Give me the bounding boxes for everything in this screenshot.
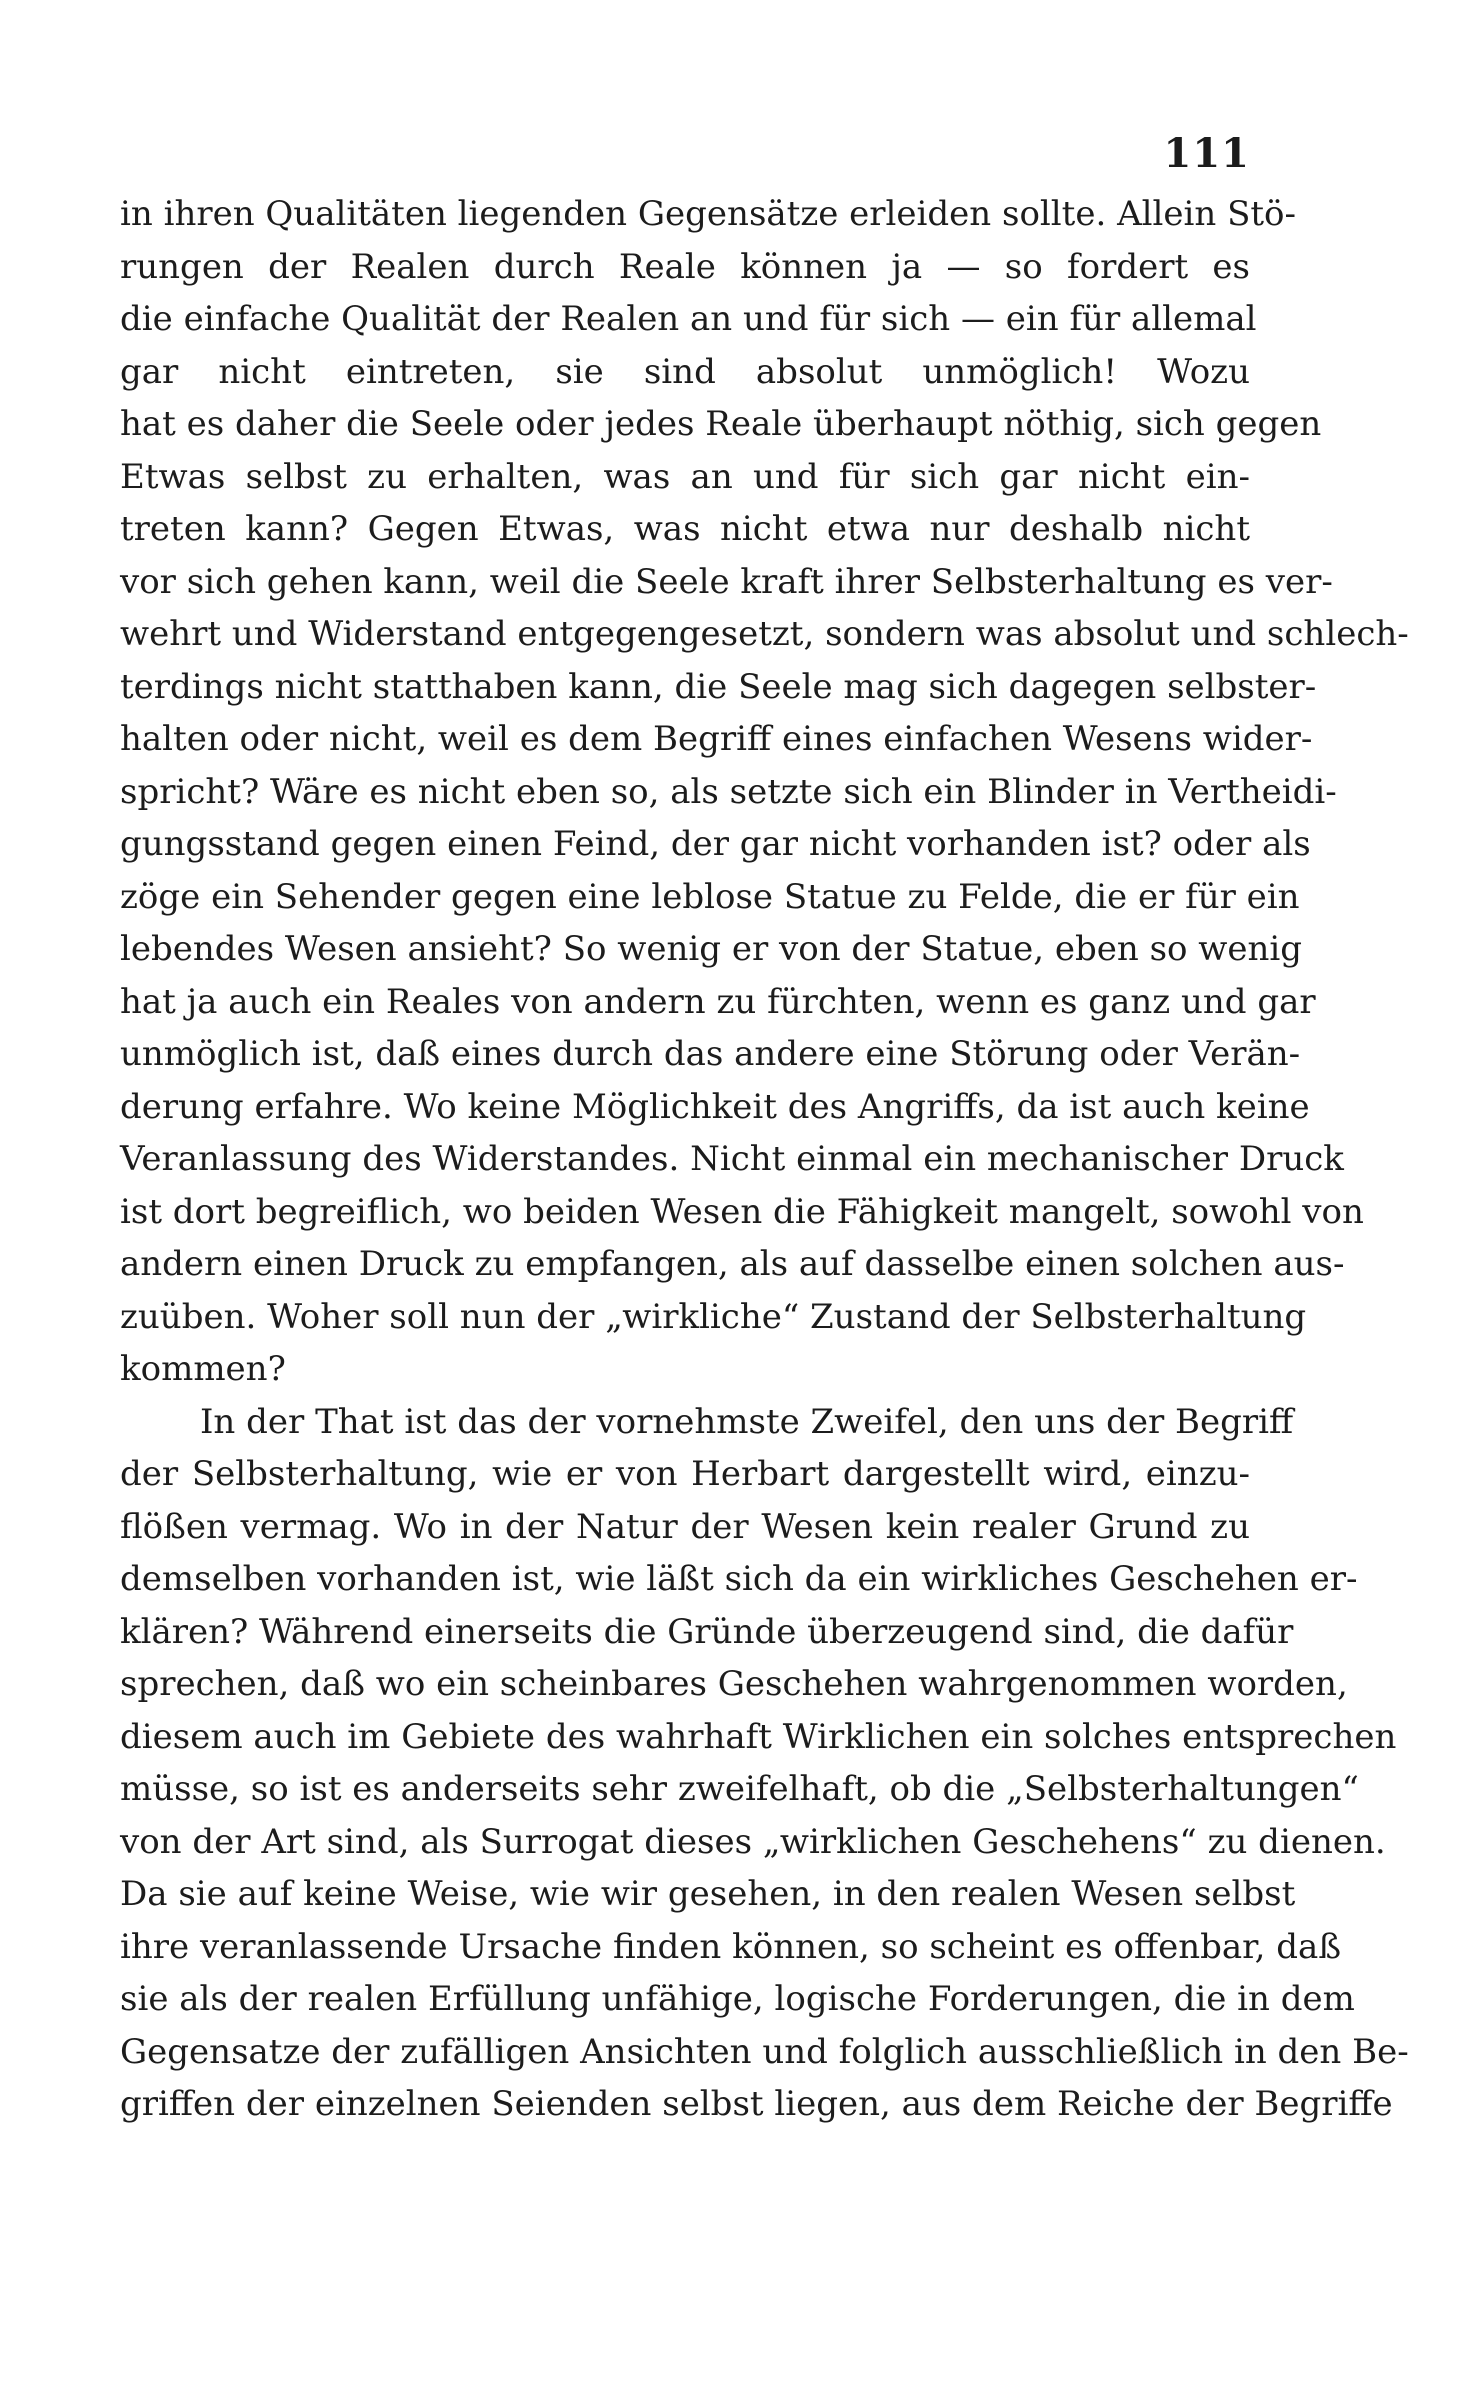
text-line: hat ja auch ein Reales von andern zu fürchten, wenn es ganz und gar	[120, 981, 1316, 1022]
text-line: griffen der einzelnen Seienden selbst liegen, aus dem Reiche der Begriffe	[120, 2084, 1393, 2124]
text-line: spricht? Wäre es nicht eben so, als setzte sich ein Blinder in Vertheidi-	[120, 771, 1337, 812]
text-line: In der That ist das der vornehmste Zweifel, den uns der Begriff	[200, 1401, 1294, 1442]
text-line: klären? Während einerseits die Gründe überzeugend sind, die dafür	[120, 1611, 1294, 1652]
text-line: kommen?	[120, 1349, 286, 1389]
text-line: lebendes Wesen ansieht? So wenig er von der Statue, eben so wenig	[120, 929, 1303, 969]
text-line: ihre veranlassende Ursache finden können, so scheint es offenbar, daß	[120, 1926, 1342, 1967]
text-line: Da sie auf keine Weise, wie wir gesehen, in den realen Wesen selbst	[120, 1874, 1296, 1914]
text-line: Gegensatze der zufälligen Ansichten und folglich ausschließlich in den Be-	[120, 2031, 1409, 2072]
text-line: flößen vermag. Wo in der Natur der Wesen kein realer Grund zu	[120, 1506, 1250, 1547]
text-line: in ihren Qualitäten liegenden Gegensätze erleiden sollte. Allein Stö-	[120, 194, 1296, 234]
text-line: die einfache Qualität der Realen an und für sich — ein für allemal	[120, 299, 1257, 339]
text-line: andern einen Druck zu empfangen, als auf dasselbe einen solchen aus-	[120, 1244, 1345, 1284]
text-line: müsse, so ist es anderseits sehr zweifelhaft, ob die „Selbsterhaltungen“	[120, 1769, 1359, 1809]
text-line: der Selbsterhaltung, wie er von Herbart dargestellt wird, einzu-	[120, 1454, 1250, 1494]
text-line: unmöglich ist, daß eines durch das andere eine Störung oder Verän-	[120, 1034, 1301, 1074]
text-line: von der Art sind, als Surrogat dieses „wirklichen Geschehens“ zu dienen.	[120, 1821, 1386, 1862]
paragraph-1	[120, 188, 1409, 1396]
page-number: 111	[1163, 130, 1250, 177]
text-line: gar nicht eintreten, sie sind absolut unmöglich! Wozu	[120, 351, 1250, 392]
text-line: rungen der Realen durch Reale können ja — so fordert es	[120, 246, 1250, 287]
text-line: vor sich gehen kann, weil die Seele kraft ihrer Selbsterhaltung es ver-	[120, 561, 1333, 602]
text-line: ist dort begreiflich, wo beiden Wesen die Fähigkeit mangelt, sowohl von	[120, 1191, 1364, 1232]
text-line: derung erfahre. Wo keine Möglichkeit des Angriffs, da ist auch keine	[120, 1086, 1310, 1127]
text-line: wehrt und Widerstand entgegengesetzt, sondern was absolut und schlech-	[120, 614, 1409, 654]
text-line: diesem auch im Gebiete des wahrhaft Wirklichen ein solches entsprechen	[120, 1716, 1397, 1757]
text-line: sprechen, daß wo ein scheinbares Geschehen wahrgenommen worden,	[120, 1664, 1348, 1704]
body-text	[120, 188, 1409, 2131]
text-line: treten kann? Gegen Etwas, was nicht etwa nur deshalb nicht	[120, 509, 1250, 549]
text-line: zuüben. Woher soll nun der „wirkliche“ Zustand der Selbsterhaltung	[120, 1296, 1307, 1337]
text-line: demselben vorhanden ist, wie läßt sich da ein wirkliches Geschehen er-	[120, 1559, 1358, 1599]
text-line: Etwas selbst zu erhalten, was an und für sich gar nicht ein-	[120, 456, 1250, 497]
text-line: halten oder nicht, weil es dem Begriff eines einfachen Wesens wider-	[120, 719, 1313, 759]
text-line: terdings nicht statthaben kann, die Seele mag sich dagegen selbster-	[120, 666, 1317, 707]
paragraph-2	[120, 1396, 1409, 2131]
text-line: sie als der realen Erfüllung unfähige, logische Forderungen, die in dem	[120, 1979, 1355, 2019]
text-line: Veranlassung des Widerstandes. Nicht einmal ein mechanischer Druck	[120, 1139, 1344, 1179]
text-line: gungsstand gegen einen Feind, der gar nicht vorhanden ist? oder als	[120, 824, 1311, 864]
text-line: hat es daher die Seele oder jedes Reale überhaupt nöthig, sich gegen	[120, 404, 1322, 444]
text-line: zöge ein Sehender gegen eine leblose Statue zu Felde, die er für ein	[120, 876, 1300, 917]
